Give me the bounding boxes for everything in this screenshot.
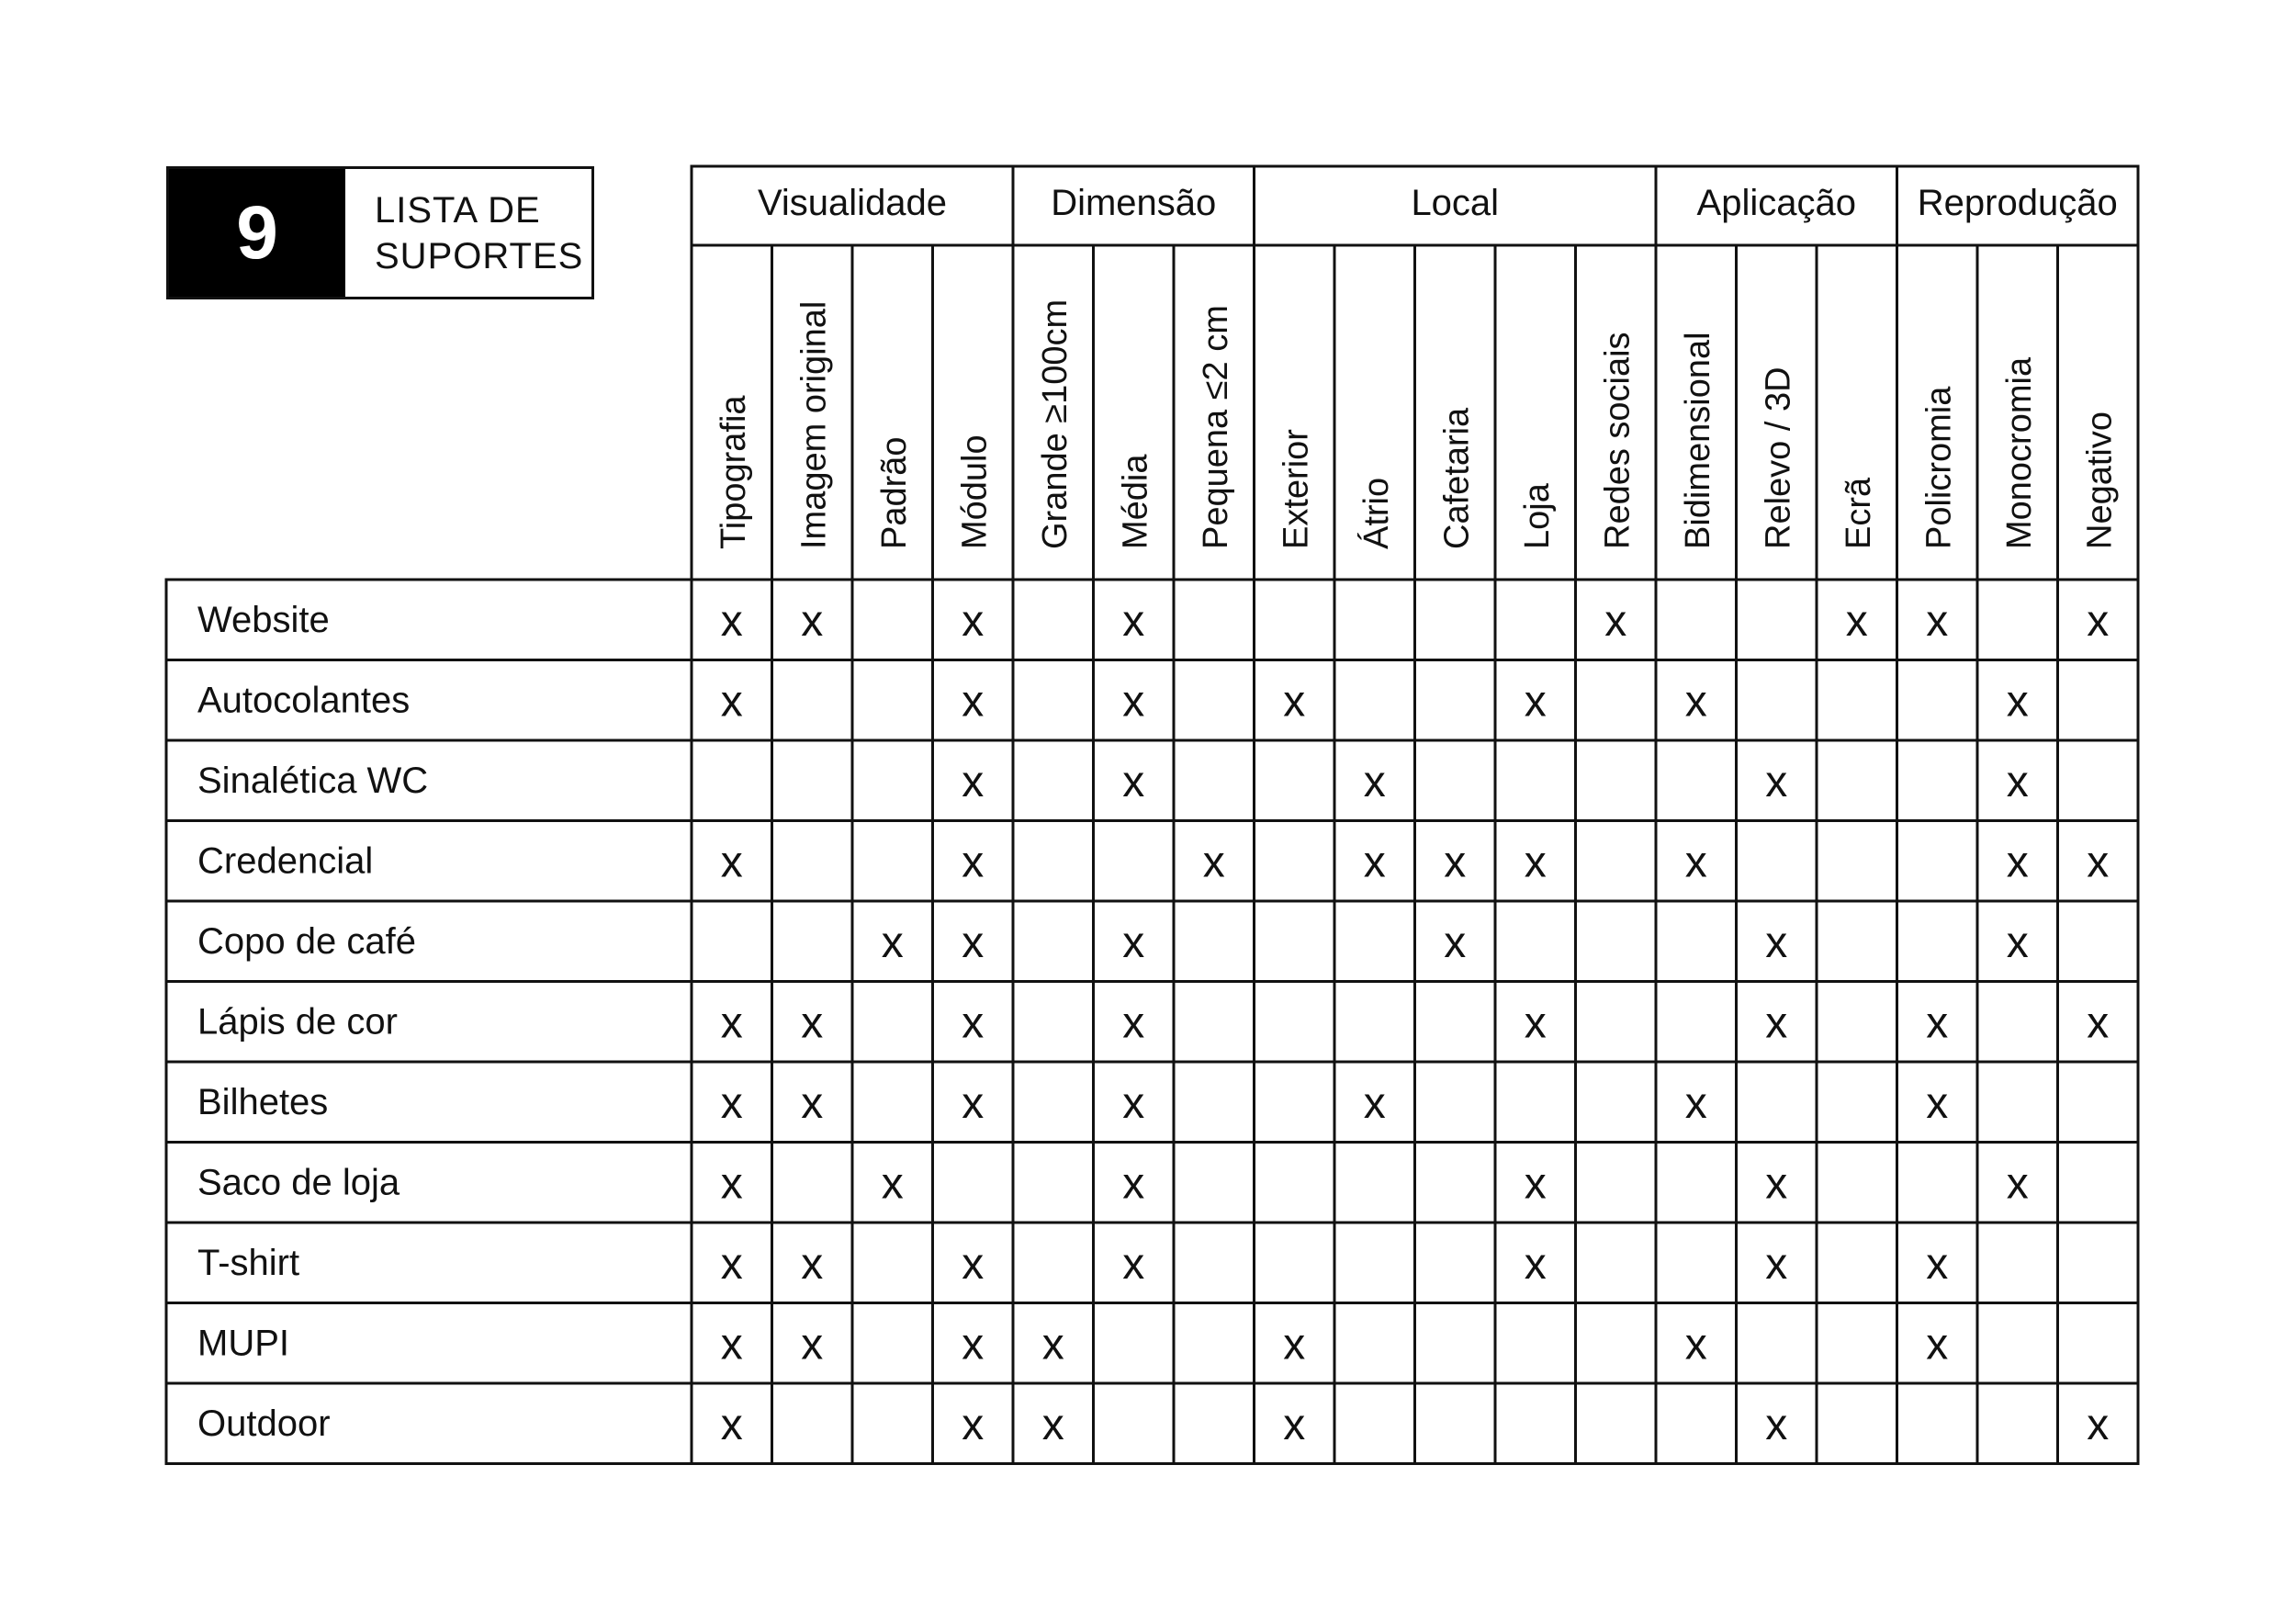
row-label: T-shirt — [197, 1242, 300, 1283]
cell-mark: x — [1604, 596, 1627, 646]
cell-mark: x — [2087, 596, 2110, 646]
cell-mark: x — [962, 918, 985, 967]
cell-mark: x — [962, 1078, 985, 1128]
cell-mark: x — [1122, 1159, 1145, 1209]
row-label: Outdoor — [197, 1403, 331, 1444]
cell-mark: x — [1765, 918, 1788, 967]
cell-mark: x — [1122, 998, 1145, 1048]
column-header: Exterior — [1277, 429, 1316, 549]
group-header: Reprodução — [1917, 183, 2118, 223]
column-header: Relevo / 3D — [1759, 366, 1798, 549]
cell-mark: x — [2087, 838, 2110, 887]
cell-mark: x — [720, 1320, 743, 1369]
column-header: Ecrã — [1839, 477, 1878, 549]
cell-mark: x — [1202, 838, 1225, 887]
column-header: Média — [1116, 454, 1155, 549]
cell-mark: x — [1845, 596, 1868, 646]
cell-mark: x — [2006, 677, 2029, 727]
cell-mark: x — [1363, 1078, 1386, 1128]
cell-mark: x — [1926, 1320, 1949, 1369]
cell-mark: x — [1524, 677, 1547, 727]
cell-mark: x — [1684, 838, 1707, 887]
cell-mark: x — [2087, 998, 2110, 1048]
cell-mark: x — [1283, 677, 1306, 727]
row-label: Credencial — [197, 840, 374, 882]
cell-mark: x — [720, 677, 743, 727]
cell-mark: x — [962, 1320, 985, 1369]
cell-mark: x — [801, 1239, 824, 1289]
row-label: Copo de café — [197, 920, 416, 962]
cell-mark: x — [720, 1159, 743, 1209]
section-title-line1: LISTA DE — [375, 189, 541, 231]
cell-mark: x — [962, 998, 985, 1048]
column-header: Bidimensional — [1678, 332, 1717, 549]
cell-mark: x — [881, 1159, 904, 1209]
cell-mark: x — [962, 1239, 985, 1289]
row-label: Bilhetes — [197, 1081, 329, 1122]
group-header: Local — [1411, 183, 1500, 223]
cell-mark: x — [2006, 838, 2029, 887]
row-label: Sinalética WC — [197, 760, 429, 801]
cell-mark: x — [1765, 757, 1788, 806]
cell-mark: x — [1684, 1078, 1707, 1128]
cell-mark: x — [1684, 677, 1707, 727]
cell-mark: x — [720, 1239, 743, 1289]
cell-mark: x — [1122, 757, 1145, 806]
cell-mark: x — [1524, 998, 1547, 1048]
cell-mark: x — [720, 838, 743, 887]
cell-mark: x — [720, 596, 743, 646]
cell-mark: x — [1041, 1400, 1064, 1449]
cell-mark: x — [801, 998, 824, 1048]
column-header: Módulo — [955, 434, 995, 549]
column-header: Redes sociais — [1598, 332, 1638, 549]
cell-mark: x — [2006, 757, 2029, 806]
cell-mark: x — [1283, 1320, 1306, 1369]
cell-mark: x — [1122, 1078, 1145, 1128]
group-header: Aplicação — [1696, 183, 1856, 223]
column-header: Policromia — [1919, 386, 1959, 549]
cell-mark: x — [881, 918, 904, 967]
row-label: Autocolantes — [197, 680, 411, 721]
column-header: Tipografia — [714, 395, 753, 549]
cell-mark: x — [801, 596, 824, 646]
cell-mark: x — [962, 677, 985, 727]
cell-mark: x — [720, 998, 743, 1048]
cell-mark: x — [1122, 677, 1145, 727]
cell-mark: x — [962, 838, 985, 887]
cell-mark: x — [962, 1400, 985, 1449]
cell-mark: x — [1363, 757, 1386, 806]
cell-mark: x — [1524, 838, 1547, 887]
cell-mark: x — [1765, 998, 1788, 1048]
cell-mark: x — [1283, 1400, 1306, 1449]
cell-mark: x — [1444, 918, 1467, 967]
cell-mark: x — [1765, 1159, 1788, 1209]
column-header: Átrio — [1356, 477, 1396, 549]
section-title-line2: SUPORTES — [375, 235, 584, 276]
cell-mark: x — [962, 757, 985, 806]
cell-mark: x — [1524, 1239, 1547, 1289]
cell-mark: x — [1524, 1159, 1547, 1209]
cell-mark: x — [1122, 918, 1145, 967]
section-number: 9 — [169, 169, 345, 297]
cell-mark: x — [1041, 1320, 1064, 1369]
cell-mark: x — [1444, 838, 1467, 887]
cell-mark: x — [962, 596, 985, 646]
cell-mark: x — [1765, 1400, 1788, 1449]
group-header: Visualidade — [757, 183, 948, 223]
cell-mark: x — [1363, 838, 1386, 887]
group-header: Dimensão — [1051, 183, 1217, 223]
column-header: Imagem original — [794, 300, 834, 549]
cell-mark: x — [1926, 998, 1949, 1048]
cell-mark: x — [1926, 1239, 1949, 1289]
cell-mark: x — [1122, 1239, 1145, 1289]
cell-mark: x — [1765, 1239, 1788, 1289]
row-label: Saco de loja — [197, 1162, 400, 1203]
column-header: Cafetaria — [1437, 407, 1477, 549]
row-label: Lápis de cor — [197, 1001, 398, 1043]
row-label: MUPI — [197, 1323, 289, 1364]
cell-mark: x — [1926, 596, 1949, 646]
column-header: Loja — [1517, 483, 1557, 549]
cell-mark: x — [801, 1078, 824, 1128]
column-header: Pequena ≤2 cm — [1196, 305, 1235, 549]
cell-mark: x — [1122, 596, 1145, 646]
row-label: Website — [197, 599, 330, 640]
cell-mark: x — [720, 1078, 743, 1128]
column-header: Padrão — [874, 436, 914, 549]
column-header: Monocromia — [1999, 356, 2039, 549]
cell-mark: x — [2006, 1159, 2029, 1209]
cell-mark: x — [801, 1320, 824, 1369]
column-header: Negativo — [2080, 411, 2120, 549]
cell-mark: x — [720, 1400, 743, 1449]
column-header: Grande ≥100cm — [1035, 299, 1075, 549]
cell-mark: x — [2006, 918, 2029, 967]
cell-mark: x — [1684, 1320, 1707, 1369]
cell-mark: x — [1926, 1078, 1949, 1128]
cell-mark: x — [2087, 1400, 2110, 1449]
